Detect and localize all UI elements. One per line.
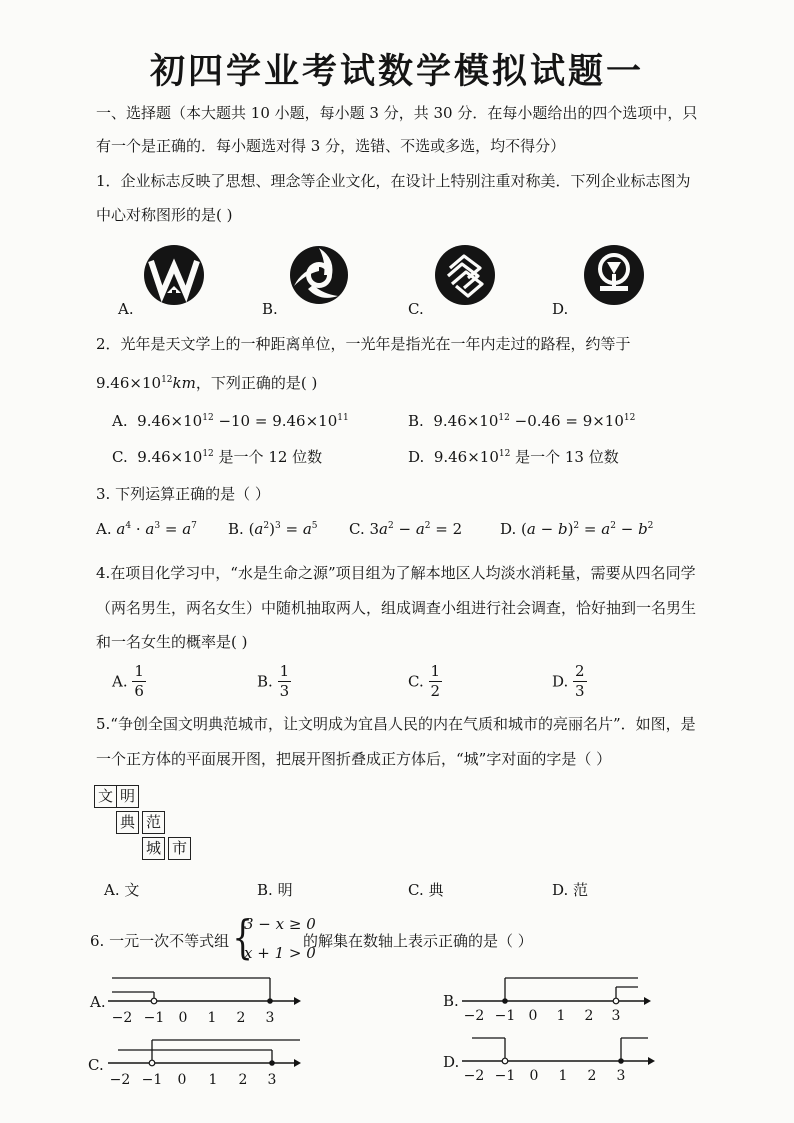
cube-net-cell: 市 (168, 837, 191, 860)
tick-label: 3 (616, 1068, 626, 1084)
q4-stem-line1: 4.在项目化学习中，“水是生命之源”项目组为了解本地区人均淡水消耗量，需要从四名同学 (96, 564, 696, 582)
tick-label: −2 (463, 1068, 485, 1084)
q6-inequality-2: x + 1 > 0 (244, 944, 316, 962)
tick-label: −2 (463, 1008, 485, 1024)
tick-label: 1 (558, 1068, 568, 1084)
q3-option-a: A. $a^4 \cdot a^3 = a^7$ (96, 520, 197, 538)
q2-stem-line1: 2．光年是天文学上的一种距离单位，一光年是指光在一年内走过的路程，约等于 (96, 335, 631, 353)
q4-stem-line3: 和一名女生的概率是( ) (96, 633, 248, 651)
fraction: $\frac{1}{6}$ (134, 662, 144, 700)
q2-option-c: C. $9.46\times 10^{12}$ 是一个 12 位数 (112, 448, 323, 466)
tick-label: 0 (177, 1072, 187, 1088)
q6-option-b-label: B. (443, 992, 459, 1010)
tick-label: −1 (494, 1008, 516, 1024)
q5-option-d: D. 范 (552, 881, 589, 899)
q1-option-b-label: B. (262, 300, 278, 318)
q6-option-d-label: D. (443, 1053, 460, 1071)
q1-option-a-label: A. (118, 300, 134, 318)
q6-number-line-b (458, 970, 658, 1032)
tick-label: −1 (143, 1010, 165, 1026)
cube-net-cell: 文 (94, 785, 117, 808)
tick-label: 1 (207, 1010, 217, 1026)
china-mobile-logo-icon (434, 244, 496, 306)
q6-stem-lead: 6. 一元一次不等式组 (90, 932, 230, 950)
cube-net-cell: 范 (142, 811, 165, 834)
q6-stem-tail: 的解集在数轴上表示正确的是（ ） (303, 932, 533, 950)
fraction: $\frac{1}{2}$ (430, 662, 441, 700)
q6-number-line-c (104, 1032, 304, 1094)
tick-label: 3 (611, 1008, 621, 1024)
fraction: $\frac{2}{3}$ (575, 662, 585, 700)
tick-label: 0 (528, 1008, 538, 1024)
page-title: 初四学业考试数学模拟试题一 (149, 52, 644, 92)
q5-option-b: B. 明 (257, 881, 293, 899)
tick-label: 3 (267, 1072, 277, 1088)
tick-label: 2 (584, 1008, 594, 1024)
tick-label: 3 (265, 1010, 275, 1026)
tick-label: 0 (529, 1068, 539, 1084)
q3-option-b: B. $(a^2)^3 = a^5$ (228, 520, 318, 538)
cube-net-cell: 典 (116, 811, 139, 834)
q6-number-line-a (104, 970, 304, 1032)
tick-label: 0 (178, 1010, 188, 1026)
q6-option-c-label: C. (88, 1056, 104, 1074)
q2-stem-line2: $9.46\times 10^{12}km$，下列正确的是( ) (96, 374, 318, 392)
q6-inequality-1: 3 − x ≥ 0 (244, 915, 316, 933)
q6-number-line-d (458, 1030, 658, 1092)
q5-stem-line1: 5.“争创全国文明典范城市，让文明成为宜昌人民的内在气质和城市的亮丽名片”．如图，是 (96, 715, 696, 733)
tick-label: 2 (238, 1072, 248, 1088)
q3-option-d: D. $(a - b)^2 = a^2 - b^2$ (500, 520, 654, 538)
tick-label: 2 (587, 1068, 597, 1084)
tick-label: −1 (494, 1068, 516, 1084)
q4-option-c: C. $\frac{1}{2}$ (408, 662, 441, 700)
tick-label: −2 (109, 1072, 131, 1088)
q3-option-c: C. $3a^2 - a^2 = 2$ (349, 520, 463, 538)
tick-label: 1 (556, 1008, 566, 1024)
tick-label: 2 (236, 1010, 246, 1026)
q2-option-d: D. $9.46\times 10^{12}$ 是一个 13 位数 (408, 448, 619, 466)
cube-net-cell: 城 (142, 837, 165, 860)
q4-option-d: D. $\frac{2}{3}$ (552, 662, 585, 700)
q4-option-a: A. $\frac{1}{6}$ (112, 662, 144, 700)
section-instructions-line1: 一、选择题（本大题共 10 小题，每小题 3 分，共 30 分．在每小题给出的四个选项中，只 (96, 104, 698, 122)
q2-option-a: A. $9.46\times 10^{12} -10 = 9.46\times 10^{11}$ (112, 412, 349, 430)
q1-option-d-label: D. (552, 300, 569, 318)
cube-net (94, 785, 198, 865)
cube-net-cell: 明 (116, 785, 139, 808)
q1-stem-line1: 1．企业标志反映了思想、理念等企业文化，在设计上特别注重对称美．下列企业标志图为 (96, 172, 691, 190)
ring-swirl-logo-icon (288, 244, 350, 306)
q5-option-c: C. 典 (408, 881, 444, 899)
q1-option-c-label: C. (408, 300, 424, 318)
section-instructions-line2: 有一个是正确的．每小题选对得 3 分，选错、不选或多选，均不得分） (96, 137, 566, 155)
q4-stem-line2: （两名男生，两名女生）中随机抽取两人，组成调查小组进行社会调查，恰好抽到一名男生 (96, 599, 697, 617)
q3-stem: 3. 下列运算正确的是（ ） (96, 485, 270, 503)
q1-stem-line2: 中心对称图形的是( ) (96, 206, 233, 224)
w-logo-icon (143, 244, 205, 306)
q4-option-b: B. $\frac{1}{3}$ (257, 662, 290, 700)
q2-option-b: B. $9.46\times 10^{12} -0.46 = 9\times 10^{12}$ (408, 412, 636, 430)
q5-stem-line2: 一个正方体的平面展开图，把展开图折叠成正方体后，“城”字对面的字是（ ） (96, 750, 612, 768)
railway-logo-icon (583, 244, 645, 306)
fraction: $\frac{1}{3}$ (279, 662, 290, 700)
q5-option-a: A. 文 (104, 881, 140, 899)
tick-label: −2 (111, 1010, 133, 1026)
tick-label: −1 (141, 1072, 163, 1088)
q6-option-a-label: A. (90, 993, 106, 1011)
tick-label: 1 (208, 1072, 218, 1088)
system-brace: { (232, 910, 253, 964)
